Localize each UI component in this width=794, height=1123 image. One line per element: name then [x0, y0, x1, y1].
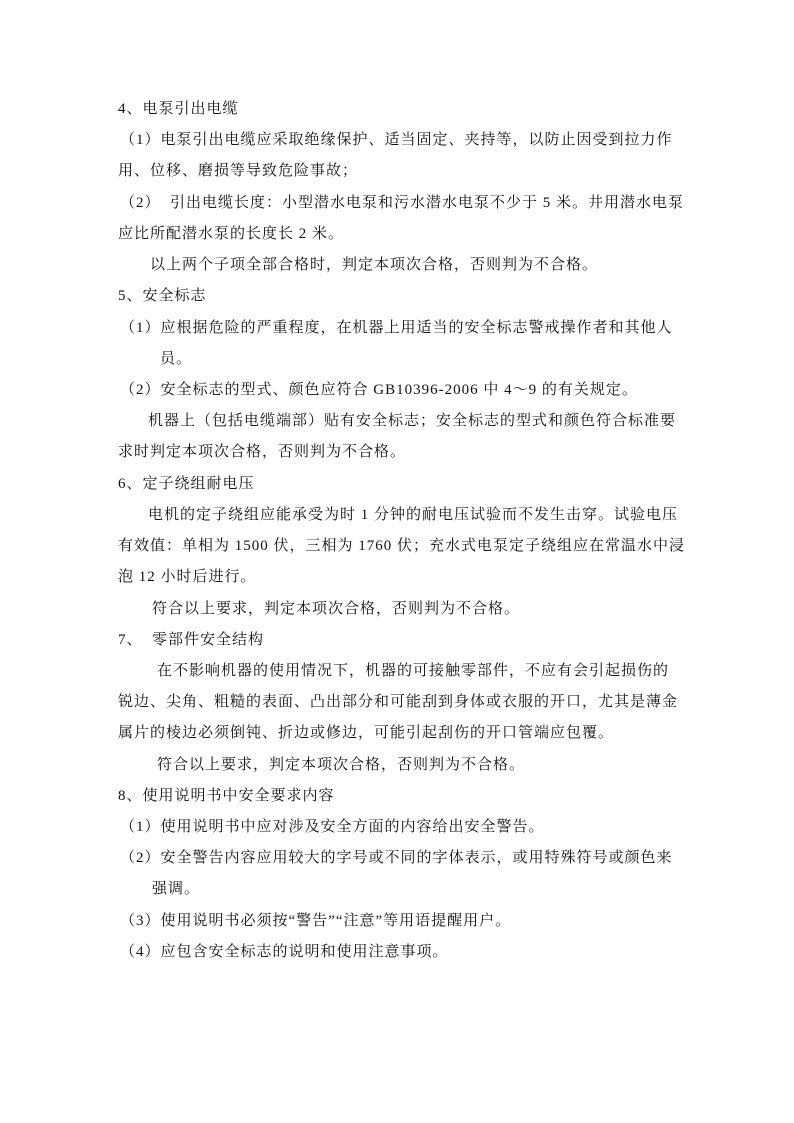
list-item: （2）安全警告内容应用较大的字号或不同的字体表示，或用特殊符号或颜色来: [120, 850, 673, 867]
list-item: （1）使用说明书中应对涉及安全方面的内容给出安全警告。: [120, 819, 545, 836]
list-item-continuation: 用、位移、磨损等导致危险事故；: [118, 163, 359, 180]
list-item: （1）电泵引出电缆应采取绝缘保护、适当固定、夹持等，以防止因受到拉力作: [120, 132, 673, 149]
judgement-paragraph: 以上两个子项全部合格时，判定本项次合格，否则判为不合格。: [150, 257, 599, 274]
judgement-paragraph: 符合以上要求，判定本项次合格，否则判为不合格。: [152, 600, 521, 617]
list-item: （3）使用说明书必须按“警告”“注意”等用语提醒用户。: [120, 912, 512, 929]
body-paragraph-continuation: 属片的棱边必须倒钝、折边或修边，可能引起刮伤的开口管端应包覆。: [118, 725, 615, 742]
section-heading: 4、电泵引出电缆: [118, 101, 239, 117]
list-item-continuation: 应比所配潜水泵的长度长 2 米。: [118, 225, 345, 242]
body-paragraph-continuation: 有效值：单相为 1500 伏，三相为 1760 伏；充水式电泵定子绕组应在常温水中浸: [118, 538, 686, 555]
list-item-continuation: 强调。: [152, 881, 201, 898]
list-item-continuation: 员。: [160, 350, 193, 367]
judgement-paragraph-continuation: 求时判定本项次合格，否则判为不合格。: [118, 444, 407, 461]
list-item: （2） 引出电缆长度：小型潜水电泵和污水潜水电泵不少于 5 米。井用潜水电泵: [120, 194, 685, 211]
body-paragraph-continuation: 锐边、尖角、粗糙的表面、凸出部分和可能刮到身体或衣服的开口，尤其是薄金: [118, 694, 679, 711]
body-paragraph: 在不影响机器的使用情况下，机器的可接触零部件，不应有会引起损伤的: [157, 662, 670, 679]
section-heading: 5、安全标志: [118, 288, 207, 305]
section-heading: 6、定子绕组耐电压: [118, 475, 255, 492]
body-paragraph-continuation: 泡 12 小时后进行。: [118, 569, 257, 586]
section-heading: 8、使用说明书中安全要求内容: [118, 787, 335, 804]
document-body: [118, 94, 718, 968]
judgement-paragraph: 符合以上要求，判定本项次合格，否则判为不合格。: [157, 756, 526, 773]
section-heading: 7、 零部件安全结构: [118, 631, 265, 648]
list-item: （4）应包含安全标志的说明和使用注意事项。: [120, 943, 449, 960]
list-item: （1）应根据危险的严重程度，在机器上用适当的安全标志警戒操作者和其他人: [120, 319, 673, 336]
list-item: （2）安全标志的型式、颜色应符合 GB10396-2006 中 4～9 的有关规定。: [120, 381, 638, 398]
body-paragraph: 电机的定子绕组应能承受为时 1 分钟的耐电压试验而不发生击穿。试验电压: [148, 506, 679, 523]
judgement-paragraph: 机器上（包括电缆端部）贴有安全标志；安全标志的型式和颜色符合标准要: [148, 413, 677, 430]
